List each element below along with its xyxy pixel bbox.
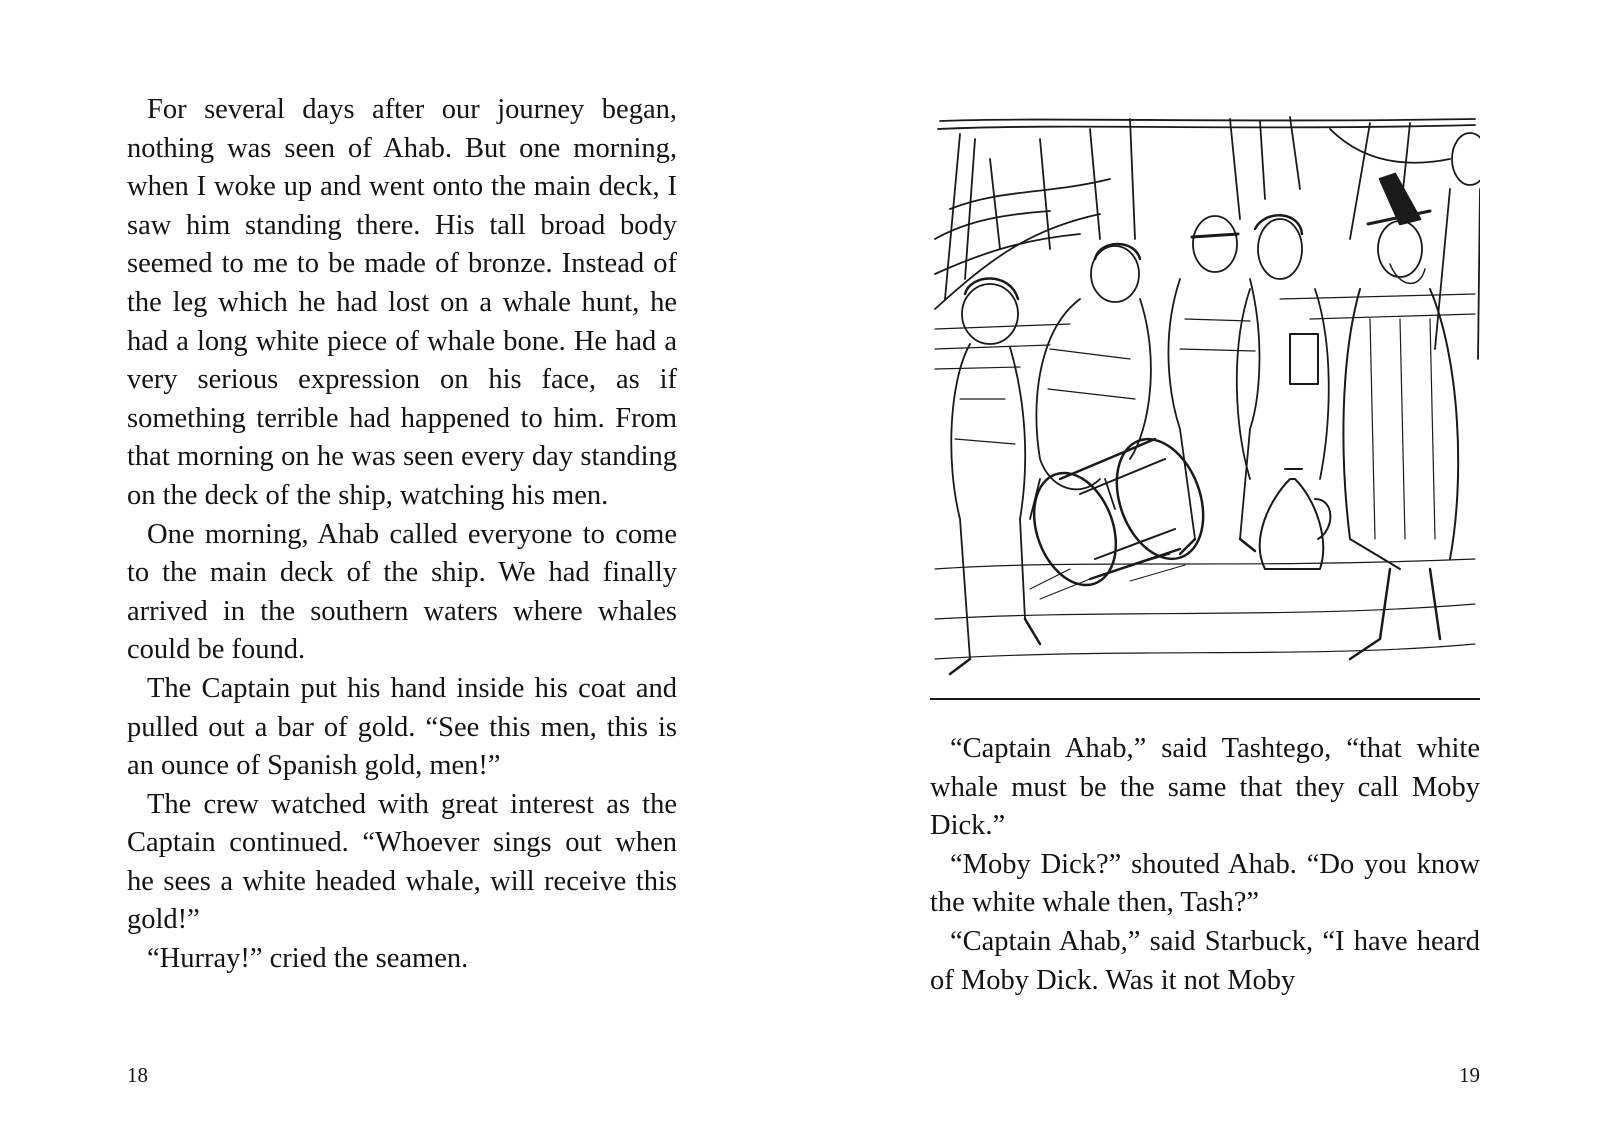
right-page <box>800 0 1600 1143</box>
paragraph: “Captain Ahab,” said Starbuck, “I have heard of Moby Dick. Was it not Moby <box>930 925 1480 996</box>
paragraph: “Moby Dick?” shouted Ahab. “Do you know the white whale then, Tash?” <box>930 848 1480 919</box>
paragraph: The crew watched with great interest as the Captain continued. “Whoever sings out when he sees a white headed whale, will receive this gold!” <box>127 788 677 936</box>
paragraph: “Hurray!” cried the seamen. <box>147 943 469 975</box>
paragraph: For several days after our journey began, nothing was seen of Ahab. But one morning, when I woke up and went onto the main deck, I saw him standing there. His tall broad body seemed to me to be made of bronze. Instead of the leg which he had lost on a whale hunt, he had a long white piece of whale bone. He had a very serious expression on his face, as if something terrible had happened to him. From that morning on he was seen every day standing on the deck of the ship, watching his men. <box>127 94 677 511</box>
paragraph: “Captain Ahab,” said Tashtego, “that white whale must be the same that they call Moby Dick.” <box>930 733 1480 842</box>
page-number-left: 18 <box>127 1063 148 1087</box>
paragraph: One morning, Ahab called everyone to come to the main deck of the ship. We had finally arrived in the southern waters where whales could be found. <box>127 518 677 666</box>
page-number-right: 19 <box>1459 1063 1480 1087</box>
crew-barrel-illustration-icon <box>930 99 1480 703</box>
paragraph: The Captain put his hand inside his coat and pulled out a bar of gold. “See this men, this is an ounce of Spanish gold, men!” <box>127 672 677 782</box>
left-page-text <box>127 91 677 979</box>
right-page-text <box>930 730 1480 1000</box>
